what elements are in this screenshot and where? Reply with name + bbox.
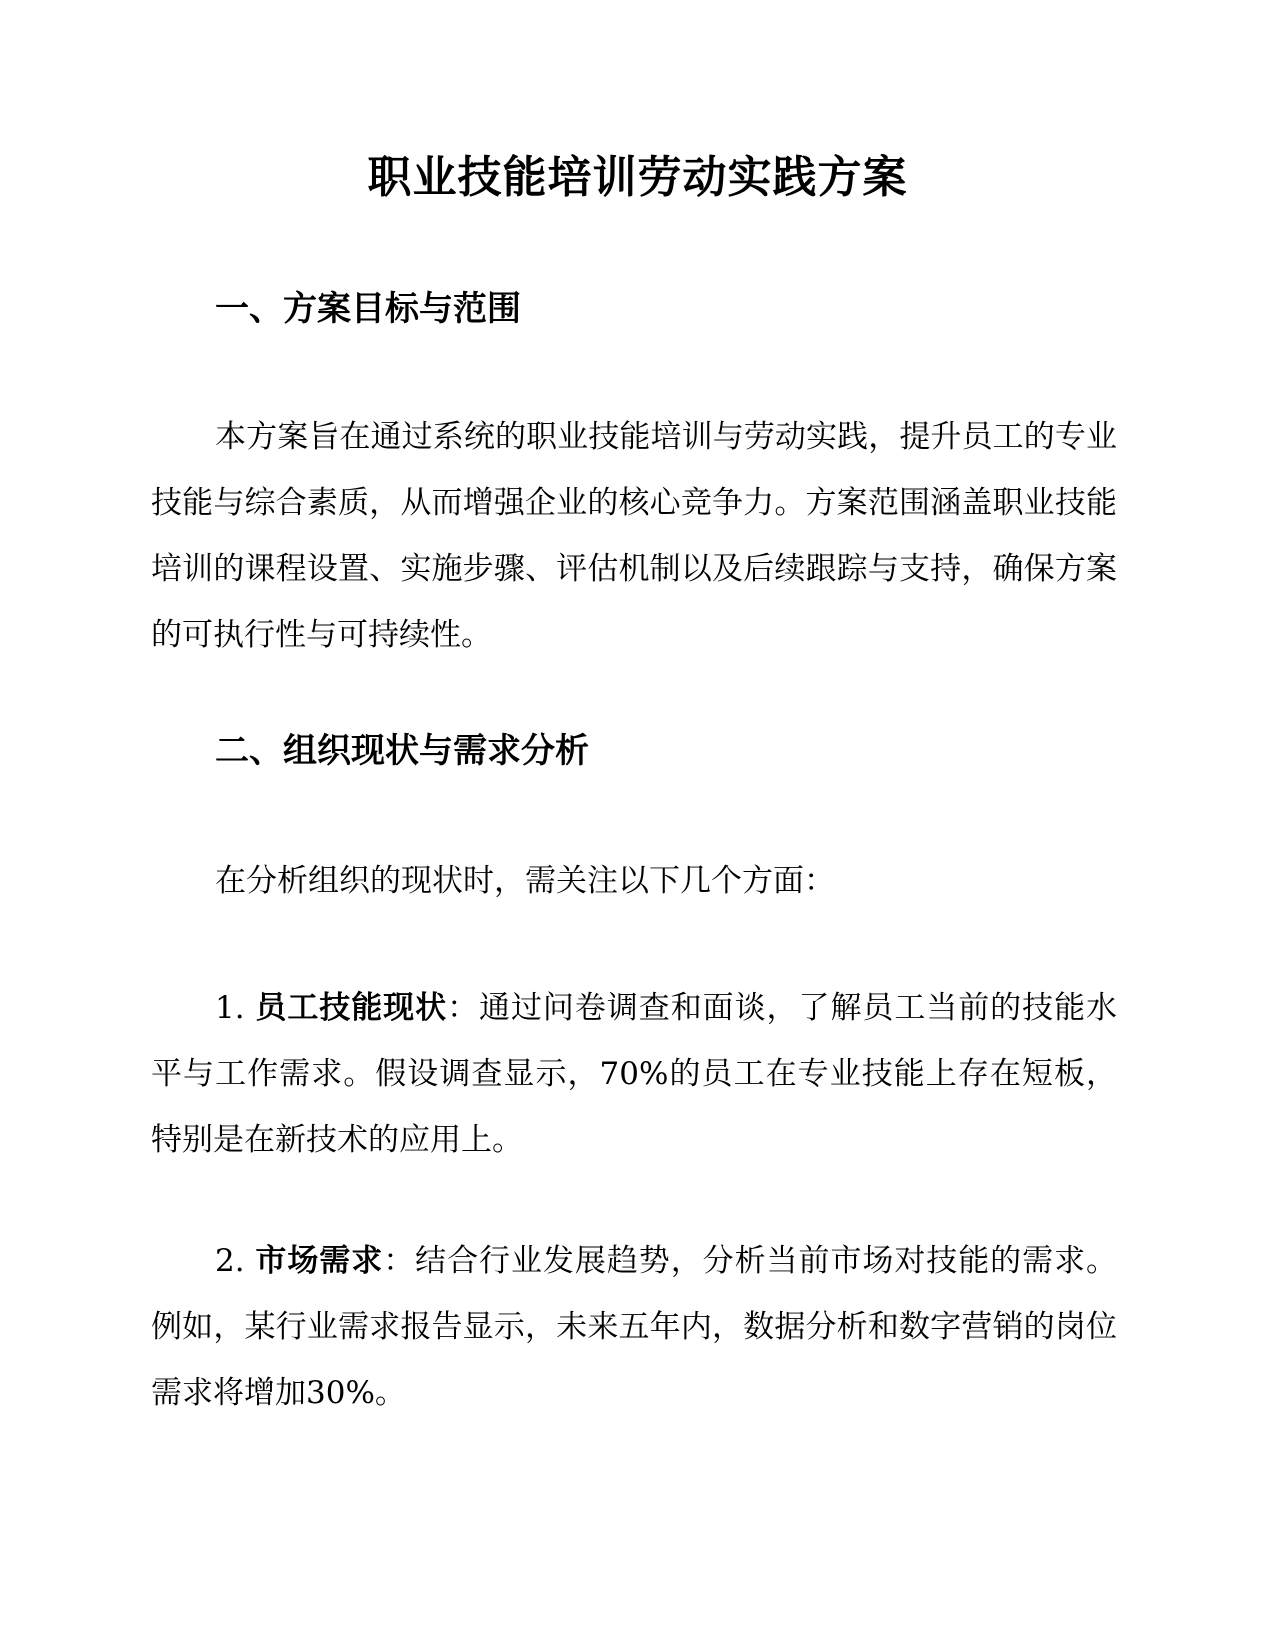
list-item-text: 结合行业发展趋势，分析当前市场对技能的需求。例如，某行业需求报告显示，未来五年内，数据分析和数字营销的岗位需求将增加30%。 <box>151 1243 1118 1411</box>
list-item-label: 市场需求 <box>255 1243 384 1279</box>
section-heading-status-analysis: 二、组织现状与需求分析 <box>215 731 589 771</box>
list-item-market-demand <box>151 1228 1117 1426</box>
section-heading-goals-scope: 一、方案目标与范围 <box>215 289 521 329</box>
list-item-label: 员工技能现状 <box>255 990 448 1026</box>
list-item-number: 2. <box>215 1243 256 1279</box>
section-intro-status-analysis: 在分析组织的现状时，需关注以下几个方面： <box>215 863 835 899</box>
list-item-employee-skills <box>151 975 1117 1173</box>
document-title: 职业技能培训劳动实践方案 <box>367 152 908 203</box>
list-item-number: 1. <box>215 990 256 1026</box>
section-paragraph-goals-scope: 本方案旨在通过系统的职业技能培训与劳动实践，提升员工的专业技能与综合素质，从而增强企业的核心竞争力。方案范围涵盖职业技能培训的课程设置、实施步骤、评估机制以及后续跟踪与支持，确保方案的可执行性与可持续性。 <box>151 419 1117 653</box>
list-item-separator: ： <box>383 1243 416 1279</box>
list-item-separator: ： <box>447 990 480 1026</box>
list-item-text: 通过问卷调查和面谈，了解员工当前的技能水平与工作需求。假设调查显示，70%的员工在专业技能上存在短板，特别是在新技术的应用上。 <box>151 990 1118 1158</box>
